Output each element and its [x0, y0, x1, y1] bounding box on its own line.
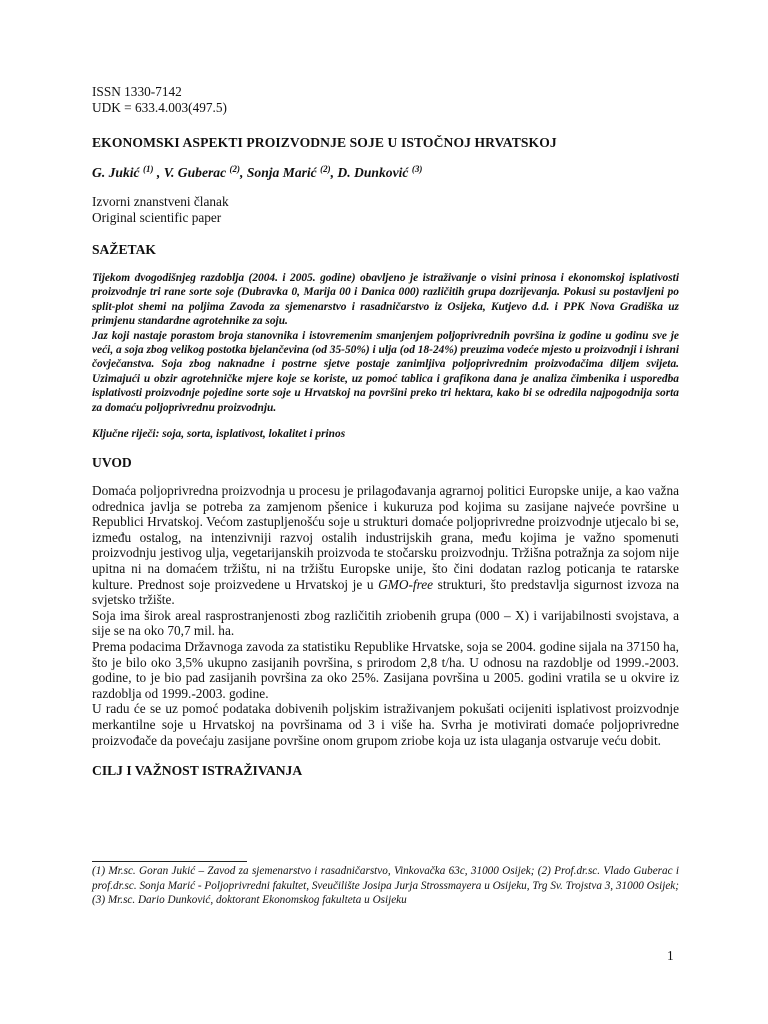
page-content [92, 84, 679, 779]
abstract-paragraph: Tijekom dvogodišnjeg razdoblja (2004. i 2005. godine) obavljeno je istraživanje o visini prinosa i ekonomskoj isplativosti proizvodnje tri rane sorte soje (Dubravka 0, Marija 00 i Danica 000) različitih grupa dozrijevanja. Pokusi su postavljeni po split-plot shemi na poljima Zavoda za sjemenarstvo i rasadničarstvo iz Osijeka, Kutjevo d.d. i PPK Nova Gradiška uz primjenu standardne agrotehnike za soju. [92, 272, 679, 328]
paper-title: EKONOMSKI ASPEKTI PROIZVODNJE SOJE U ISTOČNOJ HRVATSKOJ [92, 135, 557, 150]
footnote: (1) Mr.sc. Goran Jukić – Zavod za sjemenarstvo i rasadničarstvo, Vinkovačka 63c, 31000 Osijek; (2) Prof.dr.sc. Vlado Guberac i prof.dr.sc. Sonja Marić - Poljoprivredni fakultet, Sveučilište Josipa Jurja Strossmayera u Osijeku, Trg Sv. Trojstva 3, 31000 Osijek; (3) Mr.sc. Dario Dunković, doktorant Ekonomskog fakulteta u Osijeku [92, 865, 679, 906]
body-paragraph [92, 483, 679, 608]
author-name: G. Jukić [92, 165, 140, 180]
author-affiliation-mark: (1) [142, 164, 154, 174]
body-text: Domaća poljoprivredna proizvodnja u procesu je prilagođavanja agrarnoj politici Europske unije, a kao važna odrednica javlja se potreba za zamjenom pšenice i kukuruza pod kojima su zasijane najveće površine u Republici Hrvatskoj. Većom zastupljenošću soje u strukturi domaće poljoprivredne proizvodnje utjecalo bi se, između ostalog, na intenzivniji razvoj ostalih industrijskih grana, među kojima je važno spomenuti proizvodnju jestivog ulja, vegetarijanskih proizvoda te stočarsku proizvodnju. Tržišna potražnja za sojom nije upitna ni na domaćem tržištu, ni na tržištu Europske unije, što čini dodatan razlog poticanja te ratarske kulture. Prednost soje proizvedene u Hrvatskoj je u [92, 483, 679, 592]
keywords: Ključne riječi: soja, sorta, isplativost, lokalitet i prinos [92, 428, 346, 441]
abstract-paragraph: Jaz koji nastaje porastom broja stanovnika i istovremenim smanjenjem poljoprivrednih površina iz godine u godinu sve je veći, a soja zbog velikog postotka bjelančevina (od 35-50%) i ulja (od 18-24%) preuzima vodeće mjesto u proizvodnji i ishrani čovječanstva. Soja zbog naknadne i postrne sjetve postaje zanimljiva poljoprivrednim proizvođačima diljem svijeta. Uzimajući u obzir agrotehničke mjere koje se koriste, uz pomoć tablica i grafikona dana je analiza čimbenika i usporedba isplativosti proizvodnje pojedine sorte soje u Hrvatskoj na površini preko tri hektara, kako bi se odredila najpogodnija sorta za domaću poljoprivrednu proizvodnju. [92, 329, 679, 414]
author-separator: , [330, 165, 338, 180]
intro-heading: UVOD [92, 455, 132, 471]
author-name: Sonja Marić [246, 165, 317, 180]
abstract-heading: SAŽETAK [92, 242, 156, 257]
issn-line: ISSN 1330-7142 [92, 84, 182, 99]
author-affiliation-mark: (3) [411, 164, 423, 174]
intro-body [92, 483, 679, 748]
author-affiliation-mark: (2) [229, 164, 241, 174]
paper-type-hr: Izvorni znanstveni članak [92, 194, 229, 209]
section-heading: CILJ I VAŽNOST ISTRAŽIVANJA [92, 763, 303, 779]
author-affiliation-mark: (2) [320, 164, 331, 174]
author-separator: , [240, 165, 247, 180]
paper-type [92, 194, 679, 226]
body-paragraph: Soja ima širok areal rasprostranjenosti zbog različitih zriobenih grupa (000 – X) i varijabilnosti svojstava, a sije se na oko 70,7 mil. ha. [92, 607, 679, 639]
body-text-italic: GMO-free [378, 576, 434, 592]
body-paragraph: Prema podacima Državnoga zavoda za statistiku Republike Hrvatske, soja se 2004. godine sijala na 37150 ha, što je bilo oko 3,5% ukupno zasijanih površina, s prirodom 2,8 t/ha. U odnosu na razdoblje od 1999.-2003. godine, to je bio pad zasijanih površina za oko 25%. Zasijana površina u 2005. godini vratila se u okvire iz razdoblja od 1999.-2003. godine. [92, 639, 679, 701]
author-separator: , [153, 165, 164, 180]
paper-type-en: Original scientific paper [92, 210, 222, 225]
abstract [92, 271, 679, 415]
udk-line: UDK = 633.4.003(497.5) [92, 100, 227, 115]
author-list [92, 165, 679, 181]
footnote-divider [92, 861, 247, 862]
author-name: D. Dunković [337, 165, 409, 180]
body-text: strukturi, što predstavlja sigurnost izvoza na svjetsko tržište. [92, 576, 679, 608]
author-name: V. Guberac [163, 165, 227, 180]
body-paragraph: U radu će se uz pomoć podataka dobivenih poljskim istraživanjem pokušati ocijeniti isplativost proizvodnje merkantilne soje u Hrvatskoj na površinama od 3 i više ha. Svrha je motivirati domaće poljoprivredne proizvođače da povećaju zasijane površine onom grupom zriobe koja uz ista ulaganja ostvaruje veću dobit. [92, 701, 679, 748]
page-number: 1 [667, 948, 674, 963]
